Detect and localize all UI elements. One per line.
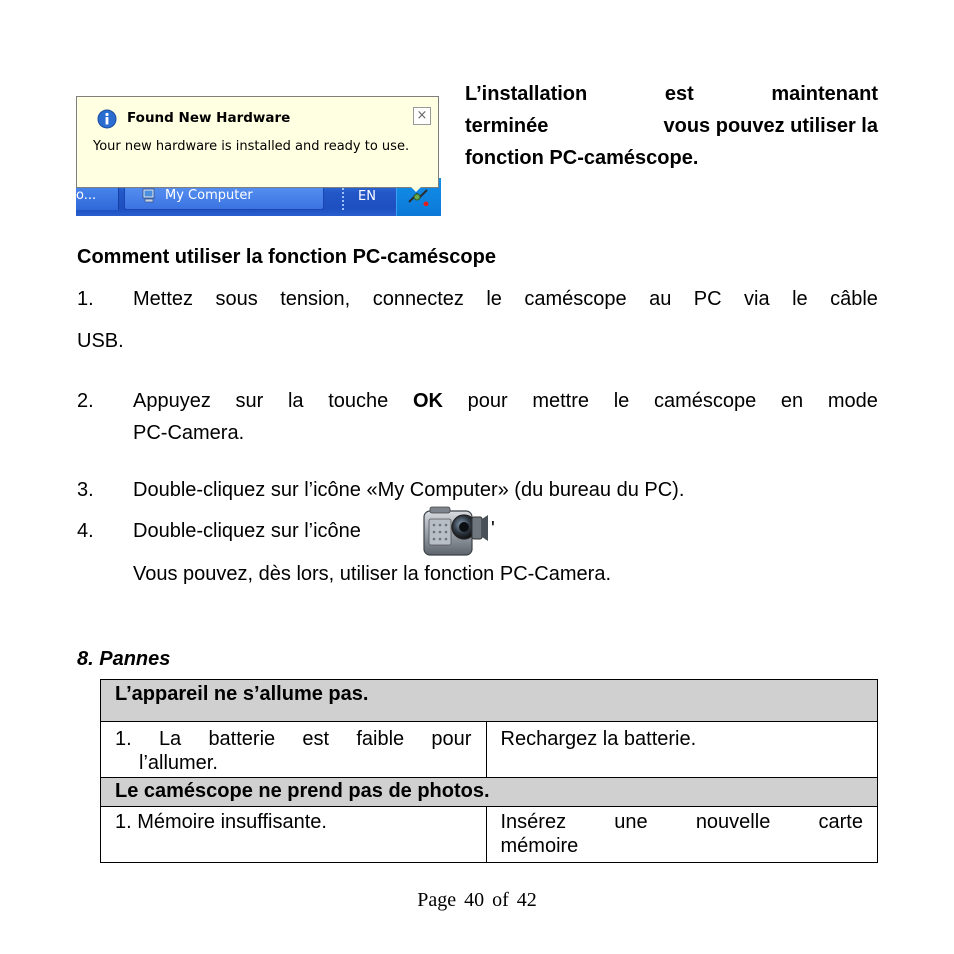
word: le: [486, 288, 502, 310]
word: sur: [235, 390, 264, 412]
word: 1.: [115, 728, 132, 750]
word: Insérez: [500, 811, 567, 833]
list-item-1-line: [133, 283, 878, 315]
word: Appuyez: [133, 390, 211, 412]
camcorder-icon: [420, 503, 490, 561]
word: le: [613, 390, 630, 412]
list-number: 3.: [77, 479, 94, 501]
word: caméscope: [653, 390, 757, 412]
problem-header: Le caméscope ne prend pas de photos.: [101, 778, 878, 807]
word: le: [792, 288, 808, 310]
word: Mettez: [133, 288, 194, 310]
solution-cell: Rechargez la batterie.: [486, 722, 878, 778]
install-line: fonction PC-caméscope.: [465, 147, 699, 169]
cause-cell: [101, 722, 487, 778]
close-icon[interactable]: ×: [413, 107, 431, 125]
troubleshooting-table: [100, 679, 878, 863]
word: une: [614, 811, 648, 833]
list-number: 1.: [77, 288, 94, 310]
section-title: Comment utiliser la fonction PC-caméscope: [77, 246, 496, 268]
word: au: [649, 288, 672, 310]
list-item-4-trailing-mark: ': [491, 518, 495, 540]
solution-cell: [486, 807, 878, 863]
page-footer: Page 40 of 42: [417, 889, 537, 911]
word: sous: [215, 288, 258, 310]
list-item-3-text: Double-cliquez sur l’icône «My Computer» (du bureau du PC).: [133, 479, 685, 501]
word: en: [780, 390, 804, 412]
word: PC: [693, 288, 722, 310]
list-item-4-followup: Vous pouvez, dès lors, utiliser la fonction PC-Camera.: [133, 563, 611, 585]
word: carte: [818, 811, 863, 833]
word: câble: [830, 288, 878, 310]
word: caméscope: [524, 288, 627, 310]
word: La: [158, 728, 182, 750]
install-word: maintenant: [771, 83, 878, 105]
balloon-pointer: [406, 182, 426, 192]
word: nouvelle: [695, 811, 771, 833]
taskbar-partial-label: o...: [76, 188, 97, 203]
table-row: [101, 680, 878, 722]
balloon-title: Found New Hardware: [127, 110, 291, 126]
table-row: [101, 778, 878, 807]
language-indicator[interactable]: EN: [358, 189, 376, 204]
word: est: [302, 728, 330, 750]
list-item-2-line: [133, 385, 878, 417]
notification-balloon: [76, 96, 439, 188]
computer-icon: [141, 188, 157, 204]
solution-continuation: mémoire: [500, 835, 579, 857]
info-icon: [97, 109, 117, 129]
cause-continuation: l’allumer.: [139, 752, 218, 774]
list-item-2-continuation: PC-Camera.: [133, 422, 245, 444]
word: pour: [431, 728, 472, 750]
cause-cell: 1. Mémoire insuffisante.: [101, 807, 487, 863]
install-word: terminée: [465, 115, 549, 137]
troubleshooting-title: 8. Pannes: [77, 648, 171, 670]
word: via: [744, 288, 770, 310]
taskbar-button-label: My Computer: [165, 188, 253, 203]
list-item-1-continuation: USB.: [77, 330, 124, 352]
installation-paragraph: [465, 78, 878, 174]
ok-key-label: OK: [412, 390, 443, 412]
install-word: L’installation: [465, 83, 588, 105]
word: mode: [827, 390, 878, 412]
word: connectez: [372, 288, 464, 310]
list-number: 2.: [77, 390, 94, 412]
word: touche: [328, 390, 389, 412]
word: faible: [356, 728, 405, 750]
install-word: vous pouvez utiliser la: [663, 115, 878, 137]
hardware-notification-screenshot: [76, 96, 441, 216]
list-item-4-text: Double-cliquez sur l’icône: [133, 520, 361, 542]
word: la: [287, 390, 304, 412]
list-number: 4.: [77, 520, 94, 542]
table-row: [101, 807, 878, 863]
problem-header: L’appareil ne s’allume pas.: [101, 680, 878, 722]
word: batterie: [208, 728, 276, 750]
table-row: [101, 722, 878, 778]
word: mettre: [532, 390, 590, 412]
word: pour: [467, 390, 508, 412]
word: tension,: [280, 288, 351, 310]
install-word: est: [664, 83, 694, 105]
balloon-message: Your new hardware is installed and ready to use.: [93, 139, 410, 154]
